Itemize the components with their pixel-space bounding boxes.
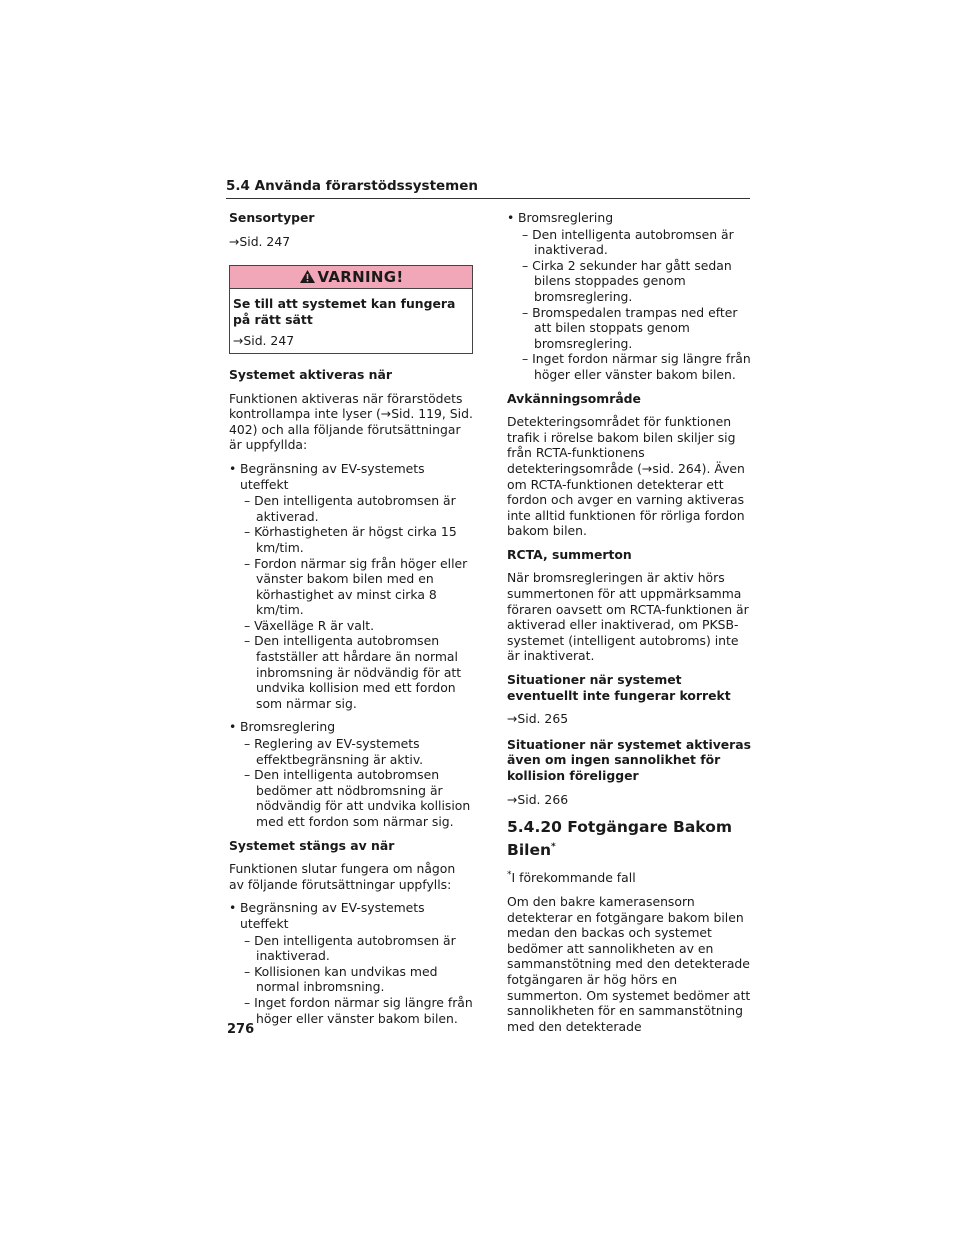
activate-text: Funktionen aktiveras när förarstödets kontrollampa inte lyser (→Sid. 119, Sid. 402) och alla följande förutsättningar är uppfyllda: — [229, 390, 473, 453]
bullet-label: • Begränsning av EV-systemets uteffekt — [229, 461, 473, 492]
sub-item: – Bromspedalen trampas ned efter att bilen stoppats genom bromsreglering. — [522, 304, 738, 351]
sensor-types-heading: Sensortyper — [229, 210, 315, 225]
warning-title: Se till att systemet kan fungera på rätt sätt — [233, 296, 456, 327]
footnote-star: * — [507, 870, 512, 881]
section-text: Om den bakre kamerasensorn detekterar en fotgängare bakom bilen medan den backas och systemet bedömer att sannolikheten av en sammanstötning med den detekterade fotgängaren är hög hörs en summerton. Om systemet bedömer att sannolikheten för en sammanstötning med den detekterade — [507, 894, 751, 1034]
sub-item: – Inget fordon närmar sig längre från höger eller vänster bakom bilen. — [244, 994, 473, 1026]
activate-bullet-2 — [229, 719, 473, 829]
rcta-text: När bromsregleringen är aktiv hörs summertonen för att uppmärksamma föraren oavsett om RCTA-funktionen är aktiverad eller inaktiverad, om PKSB-systemet (intelligent autobroms) inte är inaktiverat. — [507, 570, 749, 664]
sub-item: – Körhastigheten är högst cirka 15 km/tim. — [244, 524, 457, 555]
off-heading: Systemet stängs av när — [229, 837, 395, 853]
warning-ref-link[interactable]: →Sid. 247 — [233, 333, 295, 349]
warning-header — [230, 266, 472, 289]
footnote-text: I förekommande fall — [511, 870, 636, 886]
bullet-label: • Bromsreglering — [229, 719, 473, 735]
sub-item: – Den intelligenta autobromsen är inaktiverad. — [244, 932, 456, 964]
sub-item: – Inget fordon närmar sig längre från höger eller vänster bakom bilen. — [522, 351, 751, 382]
sub-item: – Den intelligenta autobromsen fastställer att hårdare än normal inbromsning är nödvändig för att undvika kollision med ett fordon som närmar sig. — [244, 633, 462, 711]
page-number: 276 — [227, 1022, 255, 1037]
sub-item: – Cirka 2 sekunder har gått sedan bilens stoppades genom bromsreglering. — [522, 257, 732, 304]
sub-item: – Reglering av EV-systemets effektbegränsning är aktiv. — [244, 736, 424, 767]
warning-label: VARNING! — [317, 268, 404, 287]
right-column — [507, 210, 753, 1042]
footnote — [507, 868, 753, 886]
brake-bullet — [507, 210, 753, 383]
section-title — [507, 817, 753, 860]
section-title-text: 5.4.20 Fotgängare Bakom Bilen — [507, 818, 732, 860]
warning-body — [230, 289, 472, 353]
situation2-heading: Situationer när systemet aktiveras även om ingen sannolikhet för kollision föreligger — [507, 736, 752, 783]
page-header: 5.4 Använda förarstödssystemen — [226, 178, 750, 199]
detect-heading: Avkänningsområde — [507, 390, 641, 406]
situation1-heading: Situationer när systemet eventuellt inte fungerar korrekt — [507, 672, 731, 703]
sensor-ref-link[interactable]: →Sid. 247 — [229, 233, 291, 249]
bullet-label: • Begränsning av EV-systemets uteffekt — [229, 900, 473, 931]
sub-item: – Växelläge R är valt. — [244, 617, 375, 633]
left-column — [229, 210, 473, 1034]
bullet-label: • Bromsreglering — [507, 210, 753, 226]
warning-icon — [299, 269, 316, 284]
rcta-heading: RCTA, summerton — [507, 546, 632, 562]
off-bullet-1 — [229, 900, 473, 1026]
sub-item: – Den intelligenta autobromsen är inaktiverad. — [522, 226, 734, 258]
activate-bullet-1 — [229, 461, 473, 712]
sub-item: – Den intelligenta autobromsen bedömer att nödbromsning är nödvändig för att undvika kollision med ett fordon som närmar sig. — [244, 767, 471, 829]
off-text: Funktionen slutar fungera om någon av följande förutsättningar uppfylls: — [229, 861, 456, 892]
sub-item: – Kollisionen kan undvikas med normal inbromsning. — [244, 963, 438, 995]
detect-text: Detekteringsområdet för funktionen trafik i rörelse bakom bilen skiljer sig från RCTA-funktionens detekteringsområde (→sid. 264). Även om RCTA-funktionen detekterar ett fordon och avger en varning aktiveras inte alltid funktionen för rörliga fordon bakom bilen. — [507, 414, 745, 539]
sub-item: – Fordon närmar sig från höger eller vänster bakom bilen med en körhastighet av minst cirka 8 km/tim. — [244, 555, 468, 618]
situation2-ref-link[interactable]: →Sid. 266 — [507, 791, 569, 807]
activate-heading: Systemet aktiveras när — [229, 366, 392, 382]
sub-item: – Den intelligenta autobromsen är aktiverad. — [244, 493, 456, 524]
situation1-ref-link[interactable]: →Sid. 265 — [507, 711, 569, 727]
warning-box — [229, 265, 473, 354]
section-star: * — [551, 842, 556, 853]
